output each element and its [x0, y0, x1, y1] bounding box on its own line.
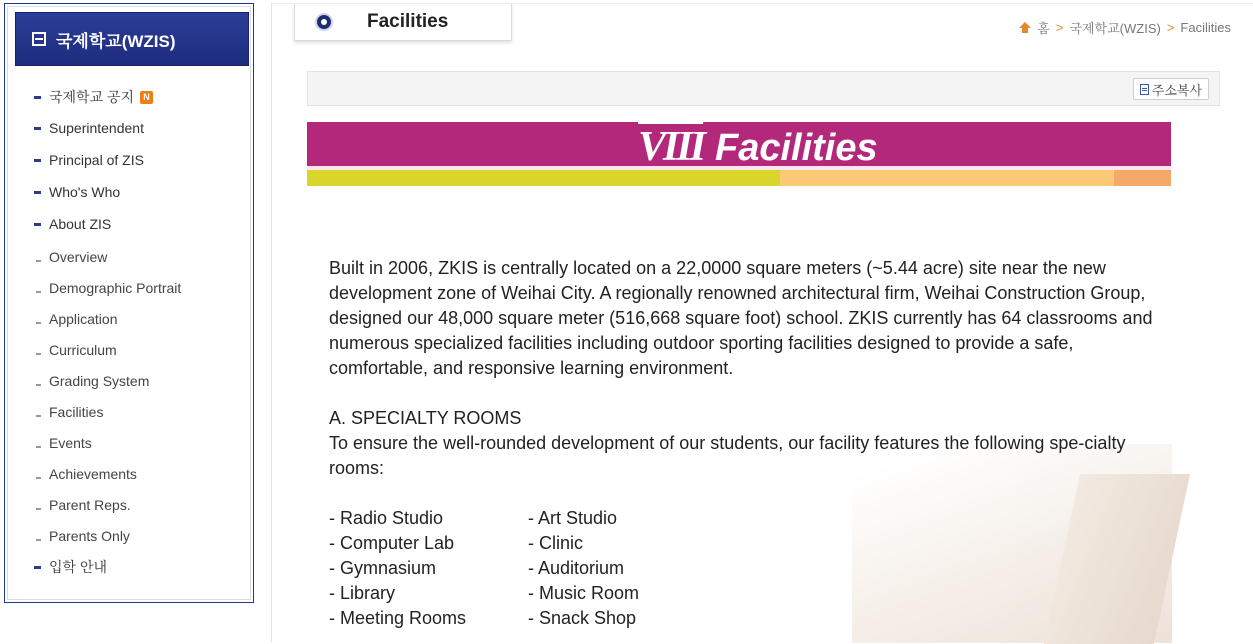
copy-address-label: 주소복사: [1151, 82, 1202, 98]
bullet-icon: [34, 96, 41, 99]
list-item: - Gymnasium: [329, 558, 437, 578]
subitem-label: Overview: [49, 249, 108, 265]
subitem-label: Achievements: [49, 466, 137, 482]
bullet-icon: [34, 127, 41, 130]
list-item: - Computer Lab: [329, 533, 455, 553]
main-content: [271, 3, 1253, 642]
list-item: - Auditorium: [528, 558, 625, 578]
sidebar-panel: [7, 6, 251, 600]
list-item: - Library: [329, 583, 396, 603]
sidebar-item-label: Superintendent: [49, 120, 144, 136]
subitem-label: Demographic Portrait: [49, 280, 182, 296]
subitem-label: Curriculum: [49, 342, 117, 358]
toolbar: [307, 71, 1220, 106]
subitem-achievements[interactable]: [36, 466, 137, 482]
subitem-label: Facilities: [49, 404, 104, 420]
section-banner: [307, 121, 1171, 191]
bullet-icon: [34, 191, 41, 194]
breadcrumb-separator: >: [1055, 20, 1064, 35]
subitem-grading-system[interactable]: [36, 373, 149, 389]
sidebar-item-label: Who's Who: [49, 184, 121, 200]
page-tab: [294, 4, 512, 41]
sidebar-item-label: 입학 안내: [49, 559, 107, 575]
subitem-parents-only[interactable]: [36, 528, 130, 544]
sidebar: [4, 3, 254, 603]
sidebar-title: 국제학교(WZIS): [56, 31, 176, 51]
subitem-application[interactable]: [36, 311, 118, 327]
page-title: Facilities: [367, 11, 449, 32]
banner-bar-peach: [780, 170, 1114, 186]
subitem-demographic-portrait[interactable]: [36, 280, 181, 296]
subitem-curriculum[interactable]: [36, 342, 117, 358]
dash-icon: [36, 539, 41, 541]
list-item: - Art Studio: [528, 508, 618, 528]
breadcrumb-current: Facilities: [1180, 20, 1231, 35]
bullet-circle-icon: [315, 13, 333, 31]
list-item: - Clinic: [528, 533, 584, 553]
article-body: [329, 256, 1169, 481]
sidebar-item-admission[interactable]: [34, 557, 107, 577]
subitem-label: Parents Only: [49, 528, 130, 544]
section-heading: A. SPECIALTY ROOMS: [329, 408, 522, 428]
sidebar-item-label: Principal of ZIS: [49, 152, 144, 168]
bullet-icon: [34, 566, 41, 569]
dash-icon: [36, 322, 41, 324]
sidebar-item-principal[interactable]: [34, 152, 144, 168]
intro-paragraph: Built in 2006, ZKIS is centrally located on a 22,0000 square meters (~5.44 acre) site near the new development zone of Weihai City. A regionally renowned architectural firm, Weihai Construction Group, designed our 48,000 square meter (516,668 square foot) school. ZKIS currently has 64 classrooms and numerous specialized facilities including outdoor sporting facilities designed to provide a safe, comfortable, and responsive learning environment.: [329, 258, 1153, 378]
rooms-column: [329, 506, 466, 631]
list-item: - Music Room: [528, 583, 640, 603]
dash-icon: [36, 291, 41, 293]
breadcrumb-separator: >: [1166, 20, 1175, 35]
rooms-column: [528, 506, 639, 631]
subitem-label: Grading System: [49, 373, 150, 389]
sidebar-header[interactable]: [15, 12, 249, 66]
sidebar-item-notice[interactable]: [34, 87, 153, 107]
subitem-label: Events: [49, 435, 92, 451]
banner-bar-orange: [1114, 170, 1171, 186]
new-badge: N: [140, 91, 153, 104]
sidebar-item-label: 국제학교 공지: [49, 89, 135, 105]
dash-icon: [36, 477, 41, 479]
breadcrumb-home[interactable]: 홈: [1037, 21, 1050, 36]
building-image: [1044, 474, 1190, 644]
subitem-overview[interactable]: [36, 249, 107, 265]
sidebar-item-about-zis[interactable]: [34, 216, 111, 232]
subitem-events[interactable]: [36, 435, 92, 451]
sidebar-item-superintendent[interactable]: [34, 120, 144, 136]
sidebar-item-whos-who[interactable]: [34, 184, 120, 200]
list-item: - Snack Shop: [528, 608, 637, 628]
bullet-icon: [34, 223, 41, 226]
sidebar-item-label: About ZIS: [49, 216, 112, 232]
collapse-icon[interactable]: [32, 32, 46, 46]
banner-bar-green: [307, 170, 780, 186]
subitem-facilities[interactable]: [36, 404, 103, 420]
bullet-icon: [34, 159, 41, 162]
subitem-label: Parent Reps.: [49, 497, 131, 513]
subitem-parent-reps[interactable]: [36, 497, 131, 513]
document-icon: [1140, 84, 1149, 95]
copy-address-button[interactable]: [1133, 78, 1209, 100]
dash-icon: [36, 446, 41, 448]
breadcrumb-section[interactable]: 국제학교(WZIS): [1069, 21, 1161, 36]
dash-icon: [36, 260, 41, 262]
section-paragraph: To ensure the well-rounded development of our students, our facility features the following spe-cialty rooms:: [329, 433, 1126, 478]
banner-numeral: VIII: [638, 124, 704, 170]
list-item: - Meeting Rooms: [329, 608, 467, 628]
dash-icon: [36, 415, 41, 417]
breadcrumb: [1019, 18, 1231, 37]
banner-title: Facilities: [715, 127, 878, 169]
home-icon[interactable]: [1019, 22, 1031, 33]
subitem-label: Application: [49, 311, 118, 327]
dash-icon: [36, 508, 41, 510]
dash-icon: [36, 353, 41, 355]
dash-icon: [36, 384, 41, 386]
list-item: - Radio Studio: [329, 508, 444, 528]
